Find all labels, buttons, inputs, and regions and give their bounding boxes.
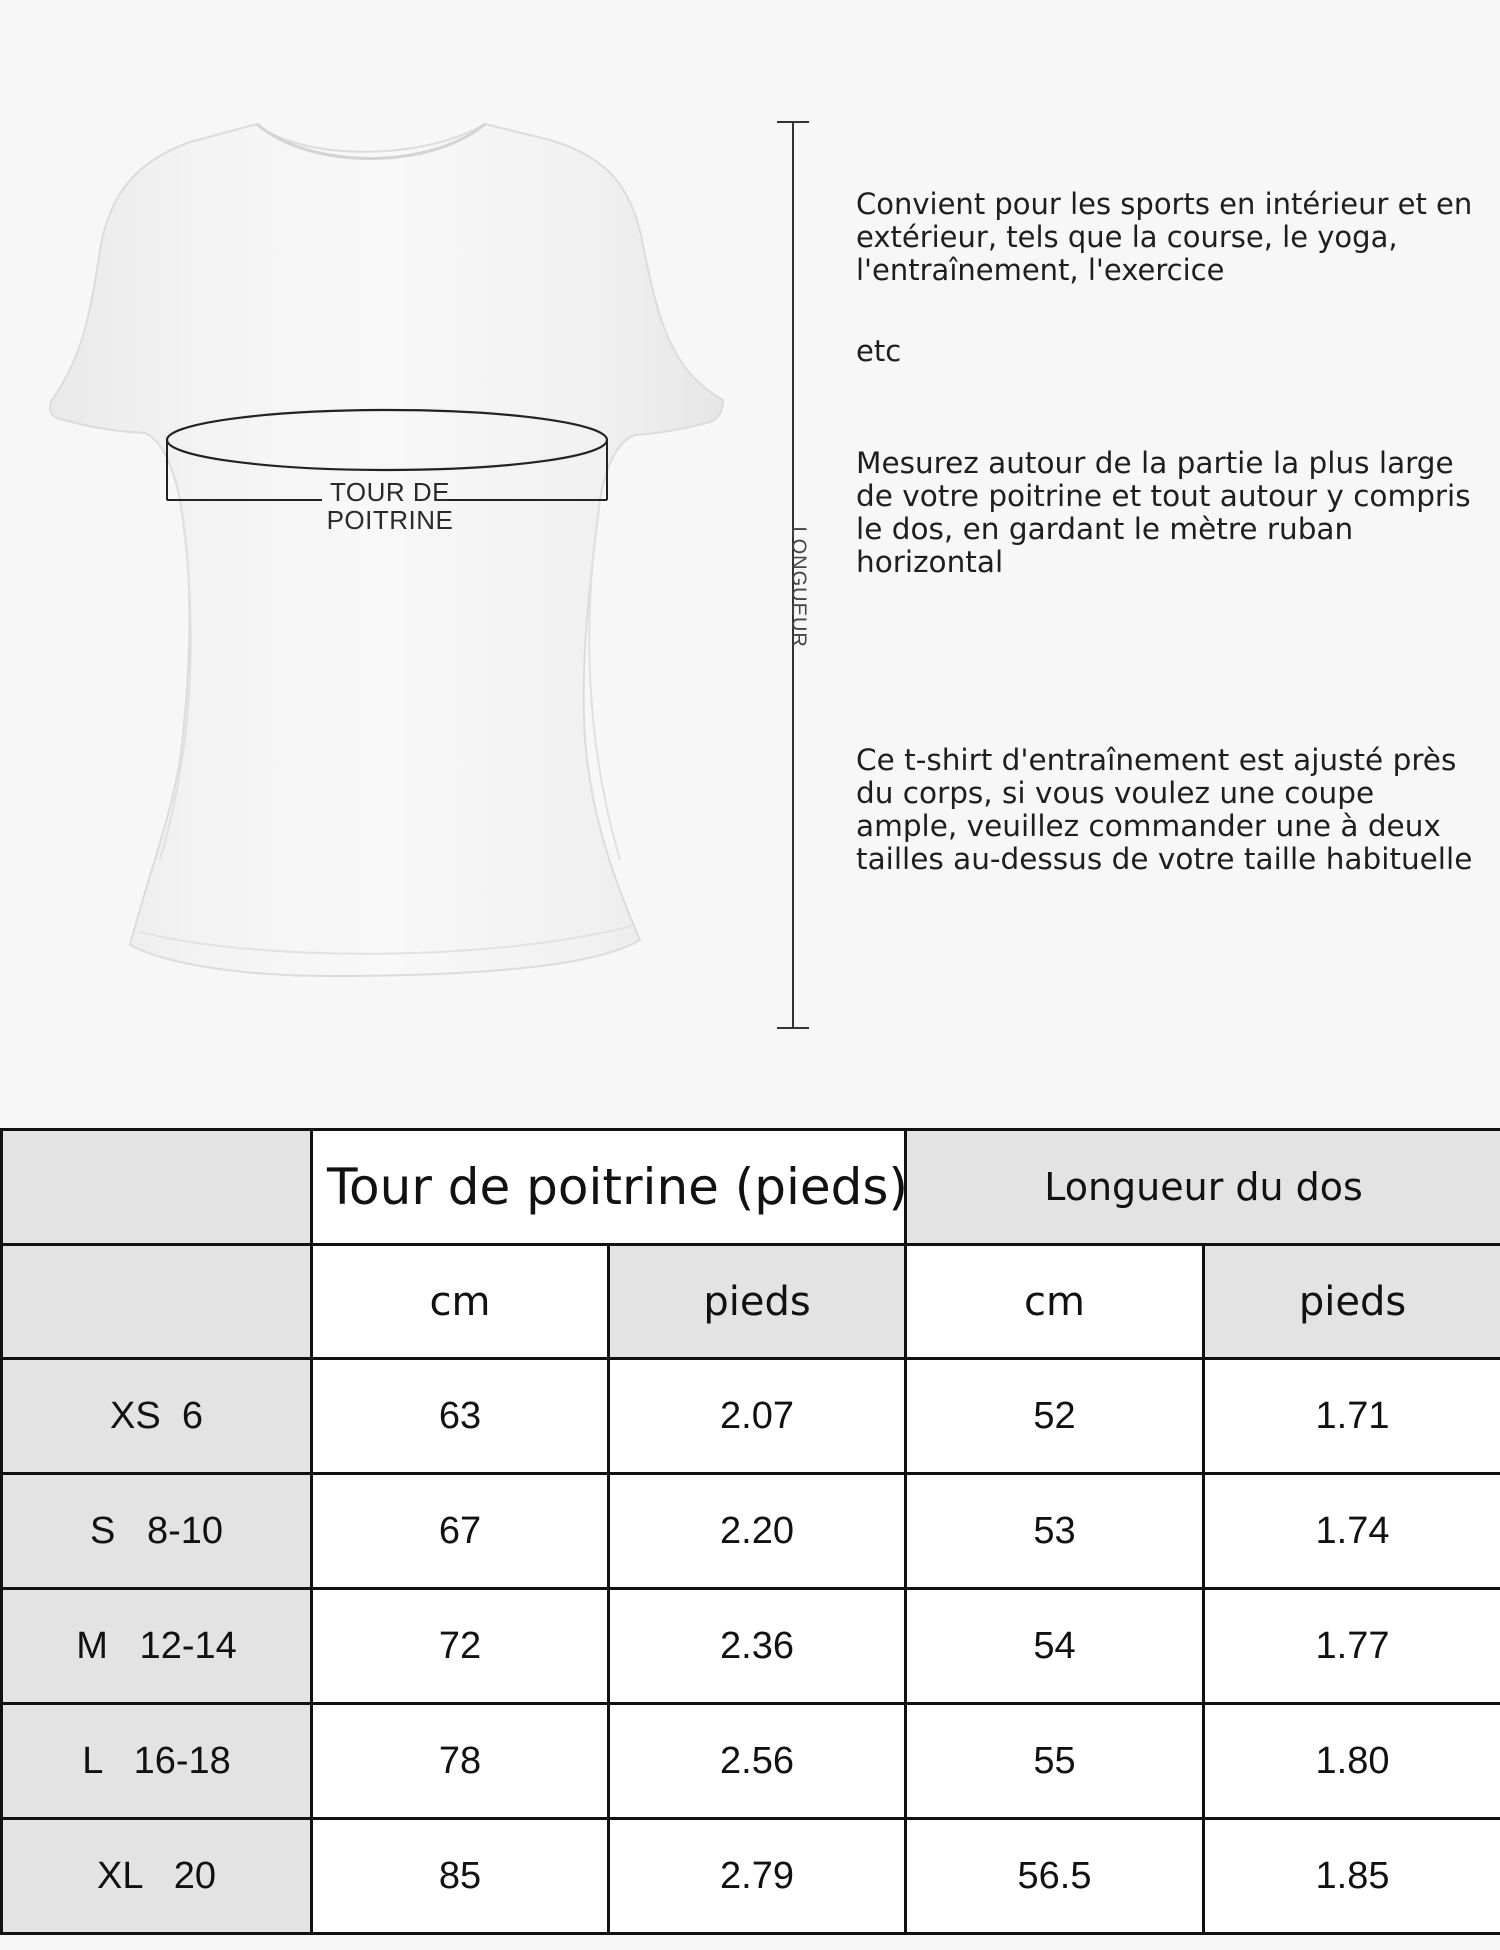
- chest-label-line2: POITRINE: [326, 505, 454, 535]
- length-ft-cell: 1.77: [1204, 1589, 1500, 1704]
- length-ft-cell: 1.85: [1204, 1819, 1500, 1934]
- chest-cm-cell: 63: [312, 1359, 609, 1474]
- chest-ft-cell: 2.79: [609, 1819, 906, 1934]
- length-cm-cell: 52: [906, 1359, 1204, 1474]
- length-measure-label: LONGUEUR: [787, 526, 810, 648]
- chest-label-line1: TOUR DE: [329, 477, 451, 507]
- chest-measure-label: [300, 478, 480, 534]
- chest-cm-cell: 78: [312, 1704, 609, 1819]
- tshirt-illustration: [30, 100, 750, 1060]
- size-cell: M 12-14: [2, 1589, 312, 1704]
- header-empty-cell: [2, 1130, 312, 1245]
- unit-length-ft: pieds: [1204, 1245, 1500, 1359]
- table-units-row: [2, 1245, 1500, 1359]
- tshirt-diagram-svg: [30, 100, 750, 1060]
- units-empty-cell: [2, 1245, 312, 1359]
- chest-ft-cell: 2.36: [609, 1589, 906, 1704]
- size-chart: [0, 1128, 1500, 1950]
- length-ft-cell: 1.80: [1204, 1704, 1500, 1819]
- table-row: [2, 1359, 1500, 1474]
- unit-chest-cm: cm: [312, 1245, 609, 1359]
- table-row: [2, 1819, 1500, 1934]
- chest-cm-cell: 85: [312, 1819, 609, 1934]
- chest-ft-cell: 2.20: [609, 1474, 906, 1589]
- description-fit: Ce t-shirt d'entraînement est ajusté près du corps, si vous voulez une coupe ample, veuillez commander une à deux tailles au-dessus de votre taille habituelle: [856, 743, 1473, 876]
- size-cell: S 8-10: [2, 1474, 312, 1589]
- unit-length-cm: cm: [906, 1245, 1204, 1359]
- length-cm-cell: 55: [906, 1704, 1204, 1819]
- header-chest: Tour de poitrine (pieds): [312, 1130, 906, 1245]
- table-header-row: [2, 1130, 1500, 1245]
- description-etc: etc: [856, 334, 902, 368]
- length-cm-cell: 54: [906, 1589, 1204, 1704]
- length-cm-cell: 56.5: [906, 1819, 1204, 1934]
- table-row: [2, 1589, 1500, 1704]
- chest-cm-cell: 67: [312, 1474, 609, 1589]
- length-cm-cell: 53: [906, 1474, 1204, 1589]
- length-ft-cell: 1.71: [1204, 1359, 1500, 1474]
- unit-chest-ft: pieds: [609, 1245, 906, 1359]
- table-row: [2, 1474, 1500, 1589]
- size-cell: XL 20: [2, 1819, 312, 1934]
- size-cell: L 16-18: [2, 1704, 312, 1819]
- header-length: Longueur du dos: [906, 1130, 1500, 1245]
- table-row: [2, 1704, 1500, 1819]
- chest-ft-cell: 2.56: [609, 1704, 906, 1819]
- chest-ft-cell: 2.07: [609, 1359, 906, 1474]
- chest-cm-cell: 72: [312, 1589, 609, 1704]
- size-cell: XS 6: [2, 1359, 312, 1474]
- length-ft-cell: 1.74: [1204, 1474, 1500, 1589]
- description-sports: Convient pour les sports en intérieur et en extérieur, tels que la course, le yoga, l'entraînement, l'exercice: [856, 187, 1473, 287]
- size-table: [0, 1128, 1500, 1935]
- description-measure: Mesurez autour de la partie la plus large de votre poitrine et tout autour y compris le dos, en gardant le mètre ruban horizontal: [856, 446, 1471, 579]
- tshirt-body: [50, 124, 723, 976]
